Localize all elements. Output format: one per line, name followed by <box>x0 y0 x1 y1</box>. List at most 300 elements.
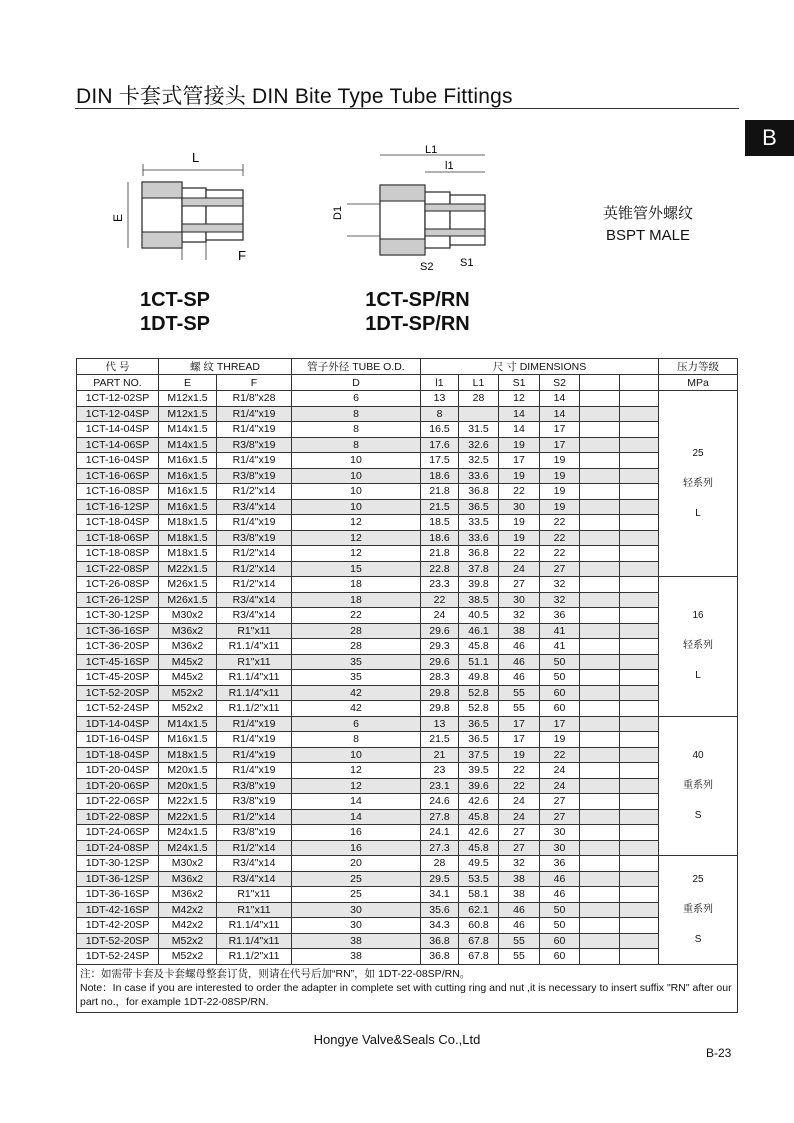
header-blank-1 <box>580 375 620 391</box>
blank-cell <box>580 670 620 686</box>
dim-l1-cell: 36.8 <box>421 949 459 965</box>
product-label-sp-rn <box>345 288 490 336</box>
blank-cell <box>620 639 659 655</box>
thread-f-cell: R1/4"x19 <box>217 422 292 438</box>
dim-S2-cell: 17 <box>540 437 580 453</box>
table-row <box>77 453 738 469</box>
tube-od-cell: 30 <box>292 918 421 934</box>
thread-e-cell: M18x1.5 <box>159 530 217 546</box>
dim-L1-cell: 60.8 <box>459 918 499 934</box>
part-no-cell: 1CT-18-08SP <box>77 546 159 562</box>
part-no-cell: 1CT-22-08SP <box>77 561 159 577</box>
dim-S1-cell: 24 <box>499 809 540 825</box>
blank-cell <box>580 902 620 918</box>
blank-cell <box>580 577 620 593</box>
thread-e-cell: M45x2 <box>159 654 217 670</box>
dim-L1-cell: 53.5 <box>459 871 499 887</box>
dim-S2-cell: 46 <box>540 887 580 903</box>
dim-L1-cell: 36.5 <box>459 732 499 748</box>
dim-l1-cell: 22.8 <box>421 561 459 577</box>
blank-cell <box>580 592 620 608</box>
thread-f-cell: R1/2"x14 <box>217 577 292 593</box>
dim-l1: l1 <box>445 160 454 172</box>
table-row <box>77 499 738 515</box>
thread-e-cell: M16x1.5 <box>159 499 217 515</box>
header-code: 代 号 <box>77 359 159 375</box>
blank-cell <box>580 949 620 965</box>
table-row <box>77 763 738 779</box>
dim-L1-cell: 33.6 <box>459 530 499 546</box>
tube-od-cell: 12 <box>292 546 421 562</box>
title-divider <box>75 108 739 109</box>
thread-f-cell: R1.1/4"x11 <box>217 685 292 701</box>
dim-l1-cell: 21.8 <box>421 546 459 562</box>
part-no-cell: 1DT-52-20SP <box>77 933 159 949</box>
blank-cell <box>580 933 620 949</box>
dim-L1-cell: 33.5 <box>459 515 499 531</box>
dim-S2-cell: 22 <box>540 515 580 531</box>
part-no-cell: 1CT-26-08SP <box>77 577 159 593</box>
tube-od-cell: 12 <box>292 763 421 779</box>
blank-cell <box>580 732 620 748</box>
table-row <box>77 468 738 484</box>
part-no-cell: 1DT-52-24SP <box>77 949 159 965</box>
thread-f-cell: R1/2"x14 <box>217 561 292 577</box>
fitting-drawing-sp <box>108 140 268 265</box>
dim-S2-cell: 24 <box>540 778 580 794</box>
thread-e-cell: M12x1.5 <box>159 391 217 407</box>
tube-od-cell: 8 <box>292 732 421 748</box>
dim-S1-cell: 22 <box>499 778 540 794</box>
blank-cell <box>580 871 620 887</box>
dim-L1-cell <box>459 406 499 422</box>
pressure-value: 40 <box>692 749 704 761</box>
blank-cell <box>580 701 620 717</box>
table-row <box>77 949 738 965</box>
thread-e-cell: M42x2 <box>159 902 217 918</box>
thread-f-cell: R1/2"x14 <box>217 840 292 856</box>
dim-l1-cell: 27.3 <box>421 840 459 856</box>
dim-S1-cell: 32 <box>499 856 540 872</box>
thread-e-cell: M52x2 <box>159 933 217 949</box>
blank-cell <box>580 561 620 577</box>
dim-S1-cell: 32 <box>499 608 540 624</box>
blank-cell <box>620 468 659 484</box>
dim-l1-cell: 13 <box>421 391 459 407</box>
pressure-letter: S <box>694 933 702 945</box>
blank-cell <box>620 391 659 407</box>
blank-cell <box>620 902 659 918</box>
header-E: E <box>159 375 217 391</box>
tube-od-cell: 25 <box>292 887 421 903</box>
pressure-letter: S <box>694 809 702 821</box>
dim-S2-cell: 22 <box>540 747 580 763</box>
blank-cell <box>580 468 620 484</box>
blank-cell <box>580 406 620 422</box>
thread-e-cell: M14x1.5 <box>159 716 217 732</box>
dim-S2-cell: 19 <box>540 468 580 484</box>
thread-f-cell: R3/8"x19 <box>217 778 292 794</box>
dim-S1-cell: 38 <box>499 871 540 887</box>
thread-f-cell: R3/8"x19 <box>217 437 292 453</box>
pressure-value: 16 <box>692 610 704 622</box>
blank-cell <box>620 623 659 639</box>
dim-l1-cell: 18.6 <box>421 530 459 546</box>
dim-l1-cell: 29.5 <box>421 871 459 887</box>
dim-S2-cell: 27 <box>540 794 580 810</box>
dim-S1-cell: 46 <box>499 670 540 686</box>
blank-cell <box>580 778 620 794</box>
dim-S2-cell: 27 <box>540 809 580 825</box>
thread-f-cell: R3/4"x14 <box>217 608 292 624</box>
dim-S2-cell: 50 <box>540 902 580 918</box>
tube-od-cell: 8 <box>292 406 421 422</box>
thread-f-cell: R1/4"x19 <box>217 515 292 531</box>
blank-cell <box>620 546 659 562</box>
tube-od-cell: 10 <box>292 468 421 484</box>
dim-l1-cell: 29.6 <box>421 623 459 639</box>
blank-cell <box>620 871 659 887</box>
part-no-cell: 1CT-18-04SP <box>77 515 159 531</box>
dim-S1-cell: 14 <box>499 422 540 438</box>
thread-f-cell: R1.1/4"x11 <box>217 639 292 655</box>
blank-cell <box>580 437 620 453</box>
dim-l1-cell: 17.5 <box>421 453 459 469</box>
blank-cell <box>580 794 620 810</box>
dim-l1-cell: 29.3 <box>421 639 459 655</box>
dim-L1-cell: 38.5 <box>459 592 499 608</box>
part-no-cell: 1CT-52-24SP <box>77 701 159 717</box>
dim-S2-cell: 60 <box>540 949 580 965</box>
blank-cell <box>580 716 620 732</box>
pressure-group-cell <box>659 391 738 577</box>
thread-e-cell: M24x1.5 <box>159 840 217 856</box>
spec-table <box>76 358 738 1013</box>
part-no-cell: 1CT-12-04SP <box>77 406 159 422</box>
dim-L1-cell: 37.8 <box>459 561 499 577</box>
table-row <box>77 747 738 763</box>
dim-L1-cell: 36.5 <box>459 499 499 515</box>
dim-S1-cell: 46 <box>499 918 540 934</box>
thread-f-cell: R1/4"x19 <box>217 763 292 779</box>
part-no-cell: 1DT-22-08SP <box>77 809 159 825</box>
tube-od-cell: 15 <box>292 561 421 577</box>
blank-cell <box>620 949 659 965</box>
dim-S2-cell: 14 <box>540 406 580 422</box>
dim-S1-cell: 38 <box>499 623 540 639</box>
table-row <box>77 732 738 748</box>
blank-cell <box>580 639 620 655</box>
thread-e-cell: M52x2 <box>159 949 217 965</box>
part-no-cell: 1DT-20-06SP <box>77 778 159 794</box>
thread-e-cell: M30x2 <box>159 856 217 872</box>
tube-od-cell: 16 <box>292 840 421 856</box>
thread-e-cell: M14x1.5 <box>159 422 217 438</box>
blank-cell <box>580 856 620 872</box>
tube-od-cell: 30 <box>292 902 421 918</box>
dim-S1-cell: 17 <box>499 716 540 732</box>
dim-S1-cell: 19 <box>499 530 540 546</box>
pressure-group-cell <box>659 856 738 965</box>
thread-f-cell: R1/4"x19 <box>217 716 292 732</box>
pressure-group-cell <box>659 716 738 856</box>
dim-L1-cell: 45.8 <box>459 840 499 856</box>
dim-l1-cell: 21.5 <box>421 499 459 515</box>
tube-od-cell: 25 <box>292 871 421 887</box>
table-row <box>77 422 738 438</box>
blank-cell <box>620 732 659 748</box>
table-row <box>77 902 738 918</box>
blank-cell <box>580 623 620 639</box>
blank-cell <box>620 887 659 903</box>
dim-S2-cell: 30 <box>540 825 580 841</box>
dim-S2-cell: 19 <box>540 453 580 469</box>
dim-S1-cell: 55 <box>499 933 540 949</box>
dim-S2-cell: 32 <box>540 592 580 608</box>
table-row <box>77 716 738 732</box>
part-no-cell: 1DT-42-16SP <box>77 902 159 918</box>
part-no-cell: 1CT-16-08SP <box>77 484 159 500</box>
blank-cell <box>580 887 620 903</box>
blank-cell <box>580 530 620 546</box>
pressure-series: 轻系列 <box>683 640 714 652</box>
table-row <box>77 825 738 841</box>
part-no-cell: 1CT-12-02SP <box>77 391 159 407</box>
dim-S2-cell: 22 <box>540 530 580 546</box>
table-row <box>77 592 738 608</box>
note-cn: 注：如需带卡套及卡套螺母整套订货，则请在代号后加“RN”，如 1DT-22-08SP/RN。 <box>80 967 471 980</box>
part-no-cell: 1DT-18-04SP <box>77 747 159 763</box>
dim-L1-cell: 36.5 <box>459 716 499 732</box>
blank-cell <box>620 654 659 670</box>
tube-od-cell: 42 <box>292 685 421 701</box>
blank-cell <box>620 840 659 856</box>
dim-S1-cell: 12 <box>499 391 540 407</box>
dim-S1-cell: 55 <box>499 949 540 965</box>
part-no-cell: 1DT-42-20SP <box>77 918 159 934</box>
dim-l1-cell: 27.8 <box>421 809 459 825</box>
dim-L: L <box>192 150 200 165</box>
blank-cell <box>620 484 659 500</box>
blank-cell <box>620 809 659 825</box>
part-no-cell: 1CT-16-06SP <box>77 468 159 484</box>
dim-l1-cell: 21.5 <box>421 732 459 748</box>
dim-l1-cell: 8 <box>421 406 459 422</box>
table-note <box>77 964 738 1012</box>
thread-f-cell: R1.1/4"x11 <box>217 670 292 686</box>
thread-e-cell: M16x1.5 <box>159 453 217 469</box>
dim-l1-cell: 28 <box>421 856 459 872</box>
tube-od-cell: 35 <box>292 654 421 670</box>
blank-cell <box>620 778 659 794</box>
dim-l1-cell: 23 <box>421 763 459 779</box>
dim-S2-cell: 50 <box>540 654 580 670</box>
pressure-value: 25 <box>692 873 704 885</box>
pressure-series: 重系列 <box>683 903 714 915</box>
dim-S1-cell: 27 <box>499 840 540 856</box>
page-number: B-23 <box>706 1046 732 1060</box>
table-row <box>77 484 738 500</box>
table-row <box>77 794 738 810</box>
thread-e-cell: M26x1.5 <box>159 577 217 593</box>
blank-cell <box>580 747 620 763</box>
part-no-cell: 1DT-36-16SP <box>77 887 159 903</box>
blank-cell <box>620 499 659 515</box>
blank-cell <box>620 918 659 934</box>
thread-e-cell: M16x1.5 <box>159 468 217 484</box>
dim-S2-cell: 14 <box>540 391 580 407</box>
tube-od-cell: 10 <box>292 499 421 515</box>
dim-l1-cell: 18.6 <box>421 468 459 484</box>
blank-cell <box>620 933 659 949</box>
dim-S1-cell: 55 <box>499 685 540 701</box>
dim-l1-cell: 28.3 <box>421 670 459 686</box>
dim-S2-cell: 17 <box>540 716 580 732</box>
table-header-row-2 <box>77 375 738 391</box>
thread-note <box>603 203 693 247</box>
dim-S1-cell: 19 <box>499 515 540 531</box>
table-row <box>77 406 738 422</box>
blank-cell <box>580 546 620 562</box>
thread-f-cell: R1.1/4"x11 <box>217 933 292 949</box>
pressure-letter: L <box>695 507 701 519</box>
label-1ct-sp-rn: 1CT-SP/RN <box>365 289 470 311</box>
dim-l1-cell: 24 <box>421 608 459 624</box>
dim-l1-cell: 35.6 <box>421 902 459 918</box>
dim-D1: D1 <box>332 205 344 220</box>
tube-od-cell: 12 <box>292 778 421 794</box>
blank-cell <box>580 809 620 825</box>
dim-S1-cell: 55 <box>499 701 540 717</box>
dim-S1-cell: 22 <box>499 484 540 500</box>
thread-e-cell: M12x1.5 <box>159 406 217 422</box>
dim-S1-cell: 14 <box>499 406 540 422</box>
thread-f-cell: R1"x11 <box>217 887 292 903</box>
blank-cell <box>580 391 620 407</box>
label-1dt-sp-rn: 1DT-SP/RN <box>365 313 470 335</box>
blank-cell <box>620 701 659 717</box>
thread-f-cell: R1.1/2"x11 <box>217 949 292 965</box>
tube-od-cell: 12 <box>292 530 421 546</box>
dim-l1-cell: 24.1 <box>421 825 459 841</box>
thread-e-cell: M20x1.5 <box>159 778 217 794</box>
thread-f-cell: R1/2"x14 <box>217 546 292 562</box>
thread-e-cell: M16x1.5 <box>159 484 217 500</box>
part-no-cell: 1CT-16-12SP <box>77 499 159 515</box>
thread-f-cell: R1/2"x14 <box>217 484 292 500</box>
part-no-cell: 1CT-26-12SP <box>77 592 159 608</box>
pressure-value: 25 <box>692 447 704 459</box>
table-row <box>77 608 738 624</box>
blank-cell <box>620 825 659 841</box>
blank-cell <box>620 437 659 453</box>
thread-e-cell: M30x2 <box>159 608 217 624</box>
thread-f-cell: R1/4"x19 <box>217 406 292 422</box>
dim-L1-cell: 49.5 <box>459 856 499 872</box>
dim-L1-cell: 62.1 <box>459 902 499 918</box>
blank-cell <box>620 530 659 546</box>
table-row <box>77 685 738 701</box>
dim-l1-cell: 16.5 <box>421 422 459 438</box>
dim-l1-cell: 29.6 <box>421 654 459 670</box>
dim-S2-cell: 36 <box>540 608 580 624</box>
dim-l1-cell: 23.3 <box>421 577 459 593</box>
thread-f-cell: R1/4"x19 <box>217 453 292 469</box>
dim-S1-cell: 19 <box>499 468 540 484</box>
dim-S2-cell: 60 <box>540 933 580 949</box>
dim-L1-cell: 45.8 <box>459 809 499 825</box>
part-no-cell: 1DT-30-12SP <box>77 856 159 872</box>
dim-L1-cell: 39.8 <box>459 577 499 593</box>
dim-L1-cell: 39.6 <box>459 778 499 794</box>
thread-e-cell: M36x2 <box>159 887 217 903</box>
dim-l1-cell: 21 <box>421 747 459 763</box>
tube-od-cell: 8 <box>292 437 421 453</box>
dim-l1-cell: 22 <box>421 592 459 608</box>
dim-S1-cell: 46 <box>499 654 540 670</box>
thread-f-cell: R3/4"x14 <box>217 856 292 872</box>
dim-S1-cell: 19 <box>499 437 540 453</box>
tube-od-cell: 38 <box>292 949 421 965</box>
dim-L1-cell: 31.5 <box>459 422 499 438</box>
dim-S1-cell: 24 <box>499 561 540 577</box>
dim-S1-cell: 46 <box>499 639 540 655</box>
dim-S2-cell: 19 <box>540 484 580 500</box>
blank-cell <box>620 561 659 577</box>
part-no-cell: 1CT-45-20SP <box>77 670 159 686</box>
dim-S2: S2 <box>420 261 434 273</box>
table-row <box>77 654 738 670</box>
dim-S1-cell: 22 <box>499 546 540 562</box>
thread-e-cell: M14x1.5 <box>159 437 217 453</box>
dim-S2-cell: 17 <box>540 422 580 438</box>
dim-L1-cell: 58.1 <box>459 887 499 903</box>
blank-cell <box>620 685 659 701</box>
thread-f-cell: R1"x11 <box>217 902 292 918</box>
part-no-cell: 1CT-16-04SP <box>77 453 159 469</box>
thread-f-cell: R1.1/4"x11 <box>217 918 292 934</box>
blank-cell <box>620 453 659 469</box>
dim-L1-cell: 36.8 <box>459 484 499 500</box>
dim-S2-cell: 50 <box>540 918 580 934</box>
blank-cell <box>580 825 620 841</box>
dim-S1-cell: 27 <box>499 825 540 841</box>
label-1dt-sp: 1DT-SP <box>139 313 211 335</box>
tube-od-cell: 22 <box>292 608 421 624</box>
dim-L1-cell: 28 <box>459 391 499 407</box>
thread-f-cell: R3/8"x19 <box>217 794 292 810</box>
dim-S1-cell: 17 <box>499 732 540 748</box>
thread-e-cell: M22x1.5 <box>159 561 217 577</box>
header-D: D <box>292 375 421 391</box>
dim-L1: L1 <box>425 144 438 156</box>
tube-od-cell: 28 <box>292 639 421 655</box>
thread-note-en: BSPT MALE <box>606 227 690 244</box>
thread-e-cell: M18x1.5 <box>159 747 217 763</box>
blank-cell <box>620 747 659 763</box>
dim-S2-cell: 41 <box>540 639 580 655</box>
blank-cell <box>580 608 620 624</box>
table-row <box>77 887 738 903</box>
section-tab: B <box>745 120 794 156</box>
tube-od-cell: 6 <box>292 391 421 407</box>
blank-cell <box>580 840 620 856</box>
part-no-cell: 1CT-36-20SP <box>77 639 159 655</box>
dim-L1-cell: 52.8 <box>459 685 499 701</box>
part-no-cell: 1DT-14-04SP <box>77 716 159 732</box>
thread-f-cell: R3/4"x14 <box>217 499 292 515</box>
dim-S2-cell: 27 <box>540 561 580 577</box>
